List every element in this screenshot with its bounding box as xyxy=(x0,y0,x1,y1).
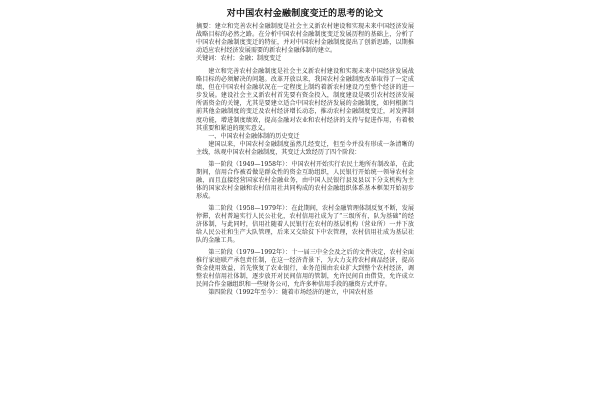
abstract-text: 摘要：建立和完善农村金融制度是社会主义新农村建设和实现未来中国经济发展战略目标的必然之路。在分析中国农村金融制度变迁发展历程的基础上，分析了中国农村金融制度变迁的特征，并对中国农村金融制度提出了创新思路，以期推动适应农村经济发展需要的新农村金融体制的建立。 xyxy=(196,23,414,55)
stage-paragraph-1: 第一阶段（1949—1958年）：中国农村开始实行农民土地所有制改革，在此期间，信用合作被看做是群众性的资金互助组织，人民银行开始统一领导农村金融，而且直接经营国家农村金融业务，由中国人民银行县及县以下分支机构为主体的国家农村金融和农村信用社共同构成的农村金融组织体系基本框架开始初步形成。 xyxy=(196,160,414,200)
section-intro-paragraph: 建国以来，中国农村金融制度虽然几经变迁，但至今并没有形成一条清晰的主线，纵观中国农村金融制度，其变迁大致经历了四个阶段： xyxy=(196,140,414,156)
article-page xyxy=(196,8,414,396)
intro-paragraph: 建立和完善农村金融制度是社会主义新农村建设和实现未来中国经济发展战略目标的必须解决的问题。改革开放以来，我国农村金融制度改革取得了一定成绩，但在中国农村金融状况在一定程度上制约着新农村建设乃至整个经济的进一步发展。建设社会主义新农村首先要有资金投入，制度建设是吸引农村经济发展所需资金的关键，尤其是要建立适合中国农村经济发展的金融制度，如何根据当前其他金融制度的变迁及农村经济增长动态，推动农村金融制度变迁，对发挥制度功能，增进制度绩效，提高金融对农业和农村经济的支持与促进作用，有着极其重要和紧迫的现实意义。 xyxy=(196,68,414,132)
article-title: 对中国农村金融制度变迁的思考的论文 xyxy=(226,9,384,19)
stage-paragraph-3: 第三阶段（1979—1992年）：十一届三中全会及之后的文件决定，农村全面推行家庭联产承包责任制，在这一经济背景下，为大力支持农村商品经济，提高资金使用效益，首先恢复了农业银行，业务范围由农业扩大到整个农村经济，调整农村信用社体制，逐步放开对民间信用的管制，允许民间自由借贷，允许成立民间合作金融组织和一些财务公司，允许多种信用手段的融资方式并存。 xyxy=(196,249,414,289)
section-heading: 一、中国农村金融体制的历史变迁 xyxy=(208,132,300,140)
keywords-text: 关键词：农村；金融；制度变迁 xyxy=(196,55,282,63)
stage-paragraph-4: 第四阶段（1992年至今）：随着市场经济的建立，中国农村基 xyxy=(208,289,373,297)
stage-paragraph-2: 第二阶段（1958—1979年）：在此期间，农村金融管理体制反复不断，发展停滞，农村普遍实行人民公社化，农村信用社成为了“三级所有，队为基础”的经济体制，与此同时，信用社随着人民银行在农村的基层机构（营业所）一并下放给人民公社和生产大队管理，后来又交给贫下中农管理，农村信用社成为基层社队的金融工具。 xyxy=(196,204,414,245)
